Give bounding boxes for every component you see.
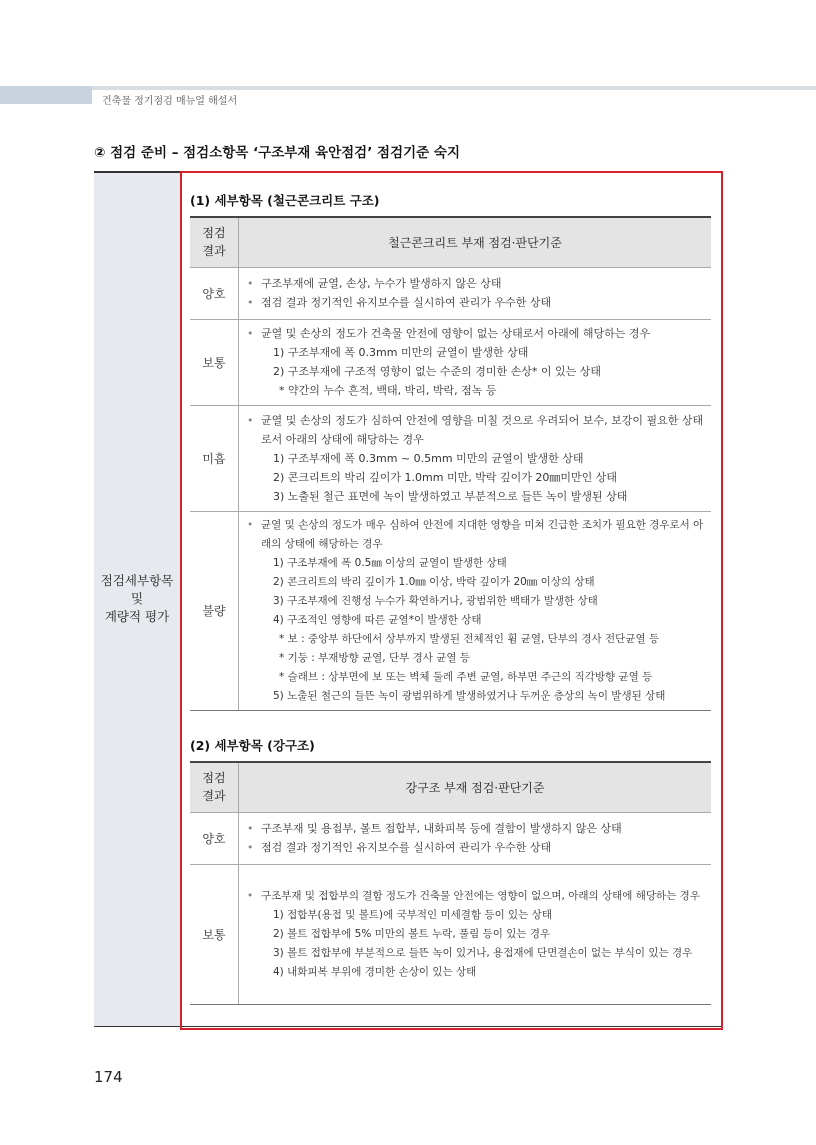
table-row bbox=[190, 405, 711, 511]
criteria-cell: • 구조부재 및 용접부, 볼트 접합부, 내화피복 등에 결함이 발생하지 않은 상태 • 점검 결과 정기적인 유지보수를 실시하여 관리가 우수한 상태 bbox=[239, 812, 712, 864]
criteria-cell: • 균열 및 손상의 정도가 매우 심하여 안전에 지대한 영향을 미쳐 긴급한 조치가 필요한 경우로서 아래의 상태에 해당하는 경우 1) 구조부재에 폭 0.5㎜ 이상의 균열이 발생한 상태 2) 콘크리트의 박리 깊이가 1.0㎜ 이상, 박락 깊이가 20㎜ 이상의 상태 3) 구조부재에 진행성 누수가 확연하거나, 광범위한 백태가 발생한 상태 4) 구조적인 영향에 따른 균열*이 발생한 상태 * 보 : 중앙부 하단에서 상부까지 발생된 전체적인 휨 균열, 단부의 경사 전단균열 등 * 기둥 : 부재방향 균열, 단부 경사 균열 등 * 슬래브 : 상부면에 보 또는 벽체 둘레 주변 균열, 하부면 주근의 직각방향 균열 등 5) 노출된 철근의 들뜬 녹이 광범위하게 발생하였거나 두꺼운 층상의 녹이 발생된 상태 bbox=[239, 511, 712, 710]
table1-title: (1) 세부항목 (철근콘크리트 구조) bbox=[190, 193, 380, 208]
section-title: ② 점검 준비 – 점검소항목 ‘구조부재 육안점검’ 점검기준 숙지 bbox=[94, 145, 460, 161]
left-label-line1: 점검세부항목 bbox=[100, 573, 174, 588]
criteria-cell: • 구조부재 및 접합부의 결함 정도가 건축물 안전에는 영향이 없으며, 아래의 상태에 해당하는 경우 1) 접합부(용접 및 볼트)에 국부적인 미세결함 등이 있는 상태 2) 볼트 접합부에 5% 미만의 볼트 누락, 풀림 등이 있는 경우 3) 볼트 접합부에 부분적으로 들뜬 녹이 있거나, 용접재에 단면결손이 없는 부식이 있는 경우 4) 내화피복 부위에 경미한 손상이 있는 상태 bbox=[239, 864, 712, 1004]
table-row bbox=[190, 511, 711, 710]
header-accent-bar bbox=[0, 86, 92, 104]
header-rule bbox=[92, 86, 816, 90]
rc-criteria-table bbox=[190, 216, 711, 711]
left-label-line3: 계량적 평가 bbox=[104, 609, 170, 624]
table2-title: (2) 세부항목 (강구조) bbox=[190, 738, 315, 753]
result-cell: 보통 bbox=[190, 319, 239, 405]
table-row bbox=[190, 267, 711, 319]
result-header: 점검 결과 bbox=[190, 762, 239, 812]
table-row bbox=[190, 812, 711, 864]
table-row bbox=[190, 864, 711, 1004]
left-category-label bbox=[94, 572, 180, 626]
criteria-header: 강구조 부재 점검·판단기준 bbox=[239, 762, 712, 812]
table-row bbox=[190, 319, 711, 405]
page-number: 174 bbox=[94, 1068, 123, 1086]
criteria-cell: • 균열 및 손상의 정도가 심하여 안전에 영향을 미칠 것으로 우려되어 보수, 보강이 필요한 상태로서 아래의 상태에 해당하는 경우 1) 구조부재에 폭 0.3mm ~ 0.5mm 미만의 균열이 발생한 상태 2) 콘크리트의 박리 깊이가 1.0mm 미만, 박락 깊이가 20㎜미만인 상태 3) 노출된 철근 표면에 녹이 발생하였고 부분적으로 들뜬 녹이 발생된 상태 bbox=[239, 405, 712, 511]
result-cell: 불량 bbox=[190, 511, 239, 710]
running-header: 건축물 정기점검 매뉴얼 해설서 bbox=[102, 96, 238, 107]
left-label-line2: 및 bbox=[130, 591, 144, 606]
criteria-header: 철근콘크리트 부재 점검·판단기준 bbox=[239, 217, 712, 267]
steel-criteria-table bbox=[190, 761, 711, 1005]
result-cell: 양호 bbox=[190, 267, 239, 319]
criteria-cell: • 구조부재에 균열, 손상, 누수가 발생하지 않은 상태 • 점검 결과 정기적인 유지보수를 실시하여 관리가 우수한 상태 bbox=[239, 267, 712, 319]
result-cell: 보통 bbox=[190, 864, 239, 1004]
result-cell: 양호 bbox=[190, 812, 239, 864]
criteria-cell: • 균열 및 손상의 정도가 건축물 안전에 영향이 없는 상태로서 아래에 해당하는 경우 1) 구조부재에 폭 0.3mm 미만의 균열이 발생한 상태 2) 구조부재에 구조적 영향이 없는 수준의 경미한 손상* 이 있는 상태 * 약간의 누수 흔적, 백태, 박리, 박락, 점녹 등 bbox=[239, 319, 712, 405]
result-header: 점검 결과 bbox=[190, 217, 239, 267]
result-cell: 미흡 bbox=[190, 405, 239, 511]
